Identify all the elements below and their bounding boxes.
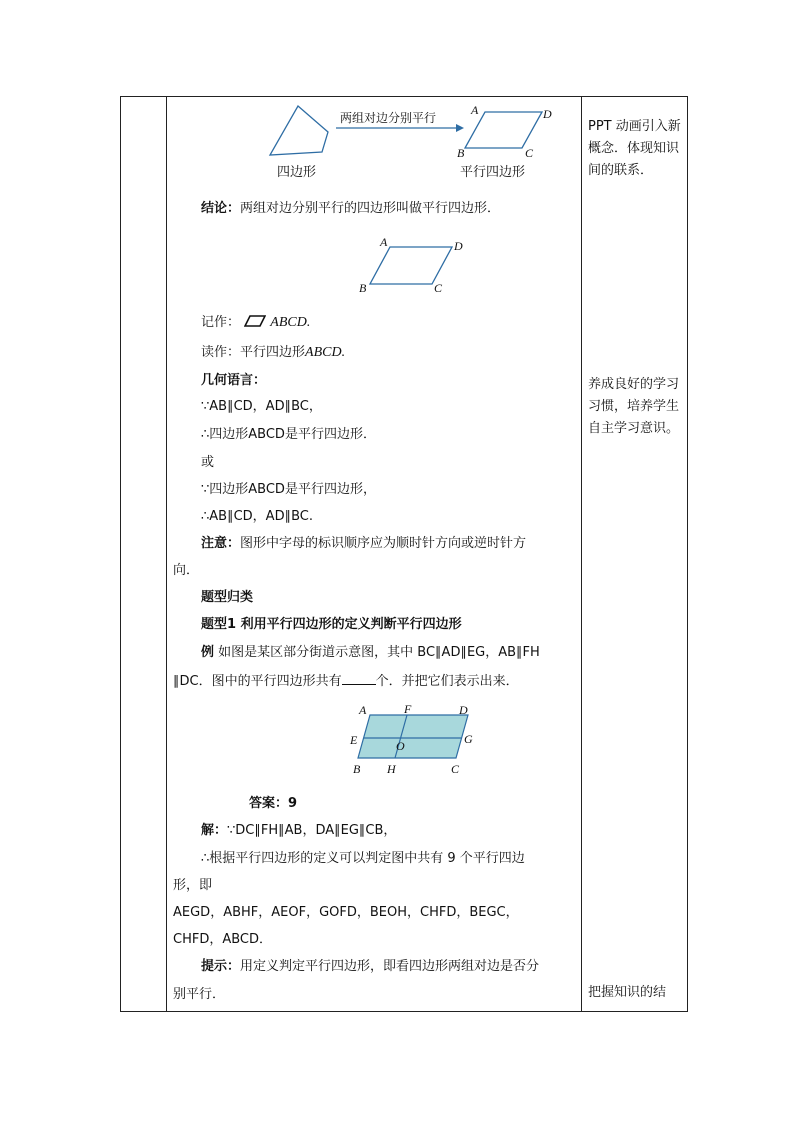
fig2-label-d: D <box>454 239 463 253</box>
fig2-label-c: C <box>434 281 443 295</box>
fig1-label-d: D <box>543 107 552 121</box>
answer-value: 9 <box>288 796 298 811</box>
parallelogram-caption: 平行四边形 <box>460 165 526 180</box>
notation-label: 记作： <box>201 315 241 330</box>
example-text-2b: 个．并把它们表示出来． <box>375 674 519 689</box>
note-text-1: 图形中字母的标识顺序应为顺时针方向或逆时针方 <box>240 536 527 551</box>
fig3-label-b: B <box>353 762 361 776</box>
reading-text: 平行四边形 <box>240 345 306 360</box>
quadrilateral-caption: 四边形 <box>277 165 317 180</box>
note-line-1 <box>201 535 526 553</box>
example-text-1: 如图是某区部分街道示意图，其中 BC∥AD∥EG，AB∥FH <box>218 645 540 660</box>
fig1-label-c: C <box>525 146 534 160</box>
geo-title: 几何语言： <box>201 373 267 388</box>
fig3-label-a: A <box>359 703 367 717</box>
section-title: 题型归类 <box>201 590 254 605</box>
example-line-1 <box>201 644 540 662</box>
conclusion-label: 结论： <box>201 201 241 216</box>
solution-label: 解： <box>201 823 228 838</box>
table-bottom-border <box>120 1011 688 1012</box>
notation-value: ABCD. <box>270 315 311 330</box>
note-line-2: 向． <box>173 563 200 578</box>
table-right-border <box>687 96 688 1012</box>
hint-line-2: 别平行． <box>173 987 226 1002</box>
table-divider-2 <box>581 96 582 1012</box>
street-map-fill <box>358 715 468 758</box>
hint-text-1: 用定义判定平行四边形，即看四边形两组对边是否分 <box>240 959 540 974</box>
fig3-label-e: E <box>350 733 358 747</box>
fig1-label-b: B <box>457 146 465 160</box>
sidebar-note-3: 把握知识的结 <box>588 985 667 1000</box>
sidebar-note-1: PPT 动画引入新概念．体现知识间的联系． <box>588 119 681 178</box>
arrow-label: 两组对边分别平行 <box>340 111 437 125</box>
sidebar-note-2: 养成良好的学习习惯，培养学生自主学习意识。 <box>588 377 680 436</box>
figure-parallelogram-abcd <box>350 232 480 297</box>
solution-line-4: AEGD，ABHF，AEOF，GOFD，BEOH，CHFD，BEGC， <box>173 905 519 920</box>
fig2-label-a: A <box>380 235 388 249</box>
hint-line-1 <box>201 958 539 976</box>
example-label: 例 <box>201 645 215 660</box>
solution-line-3: 形，即 <box>173 878 213 893</box>
notation-line <box>201 314 310 332</box>
hint-label: 提示： <box>201 959 241 974</box>
table-left-border <box>120 96 121 1012</box>
fig3-label-g: G <box>464 732 473 746</box>
arrow-head <box>456 124 464 132</box>
solution-line-2: ∴根据平行四边形的定义可以判定图中共有 9 个平行四边 <box>201 851 525 866</box>
table-divider-1 <box>166 96 167 1012</box>
solution-line-5: CHFD，ABCD． <box>173 932 273 947</box>
reading-label: 读作： <box>201 345 241 360</box>
example-text-2a: ∥DC．图中的平行四边形共有 <box>173 674 342 689</box>
answer-line <box>249 795 297 813</box>
figure-quadrilateral-to-parallelogram <box>260 100 560 185</box>
answer-label: 答案： <box>249 796 289 811</box>
table-top-border <box>120 96 688 97</box>
example-line-2 <box>173 672 519 691</box>
fig3-label-d: D <box>459 703 468 717</box>
quadrilateral-shape <box>270 106 328 155</box>
fig3-label-h: H <box>387 762 396 776</box>
type-title: 题型1 利用平行四边形的定义判断平行四边形 <box>201 617 462 632</box>
geo-line-5: ∴AB∥CD，AD∥BC. <box>201 509 313 524</box>
geo-line-1: ∵AB∥CD，AD∥BC， <box>201 399 322 414</box>
fig1-label-a: A <box>471 103 479 117</box>
note-label: 注意： <box>201 536 241 551</box>
conclusion-line <box>201 200 500 218</box>
reading-line <box>201 344 345 362</box>
parallelogram-symbol-icon <box>244 315 266 327</box>
geo-line-2: ∴四边形ABCD是平行四边形． <box>201 427 376 442</box>
conclusion-text: 两组对边分别平行的四边形叫做平行四边形． <box>240 201 501 216</box>
fig3-label-o: O <box>396 739 405 753</box>
answer-blank <box>342 672 376 685</box>
fig3-label-f: F <box>404 702 412 716</box>
reading-value: ABCD. <box>305 345 346 360</box>
solution-text-1: ∵DC∥FH∥AB，DA∥EG∥CB， <box>227 823 397 838</box>
figure-street-map <box>340 700 480 780</box>
geo-line-4: ∵四边形ABCD是平行四边形， <box>201 482 376 497</box>
fig2-label-b: B <box>359 281 367 295</box>
parallelogram-shape <box>465 112 542 148</box>
solution-line-1 <box>201 822 396 840</box>
parallelogram-abcd-shape <box>370 247 452 284</box>
fig3-label-c: C <box>451 762 460 776</box>
geo-line-3: 或 <box>201 455 215 470</box>
